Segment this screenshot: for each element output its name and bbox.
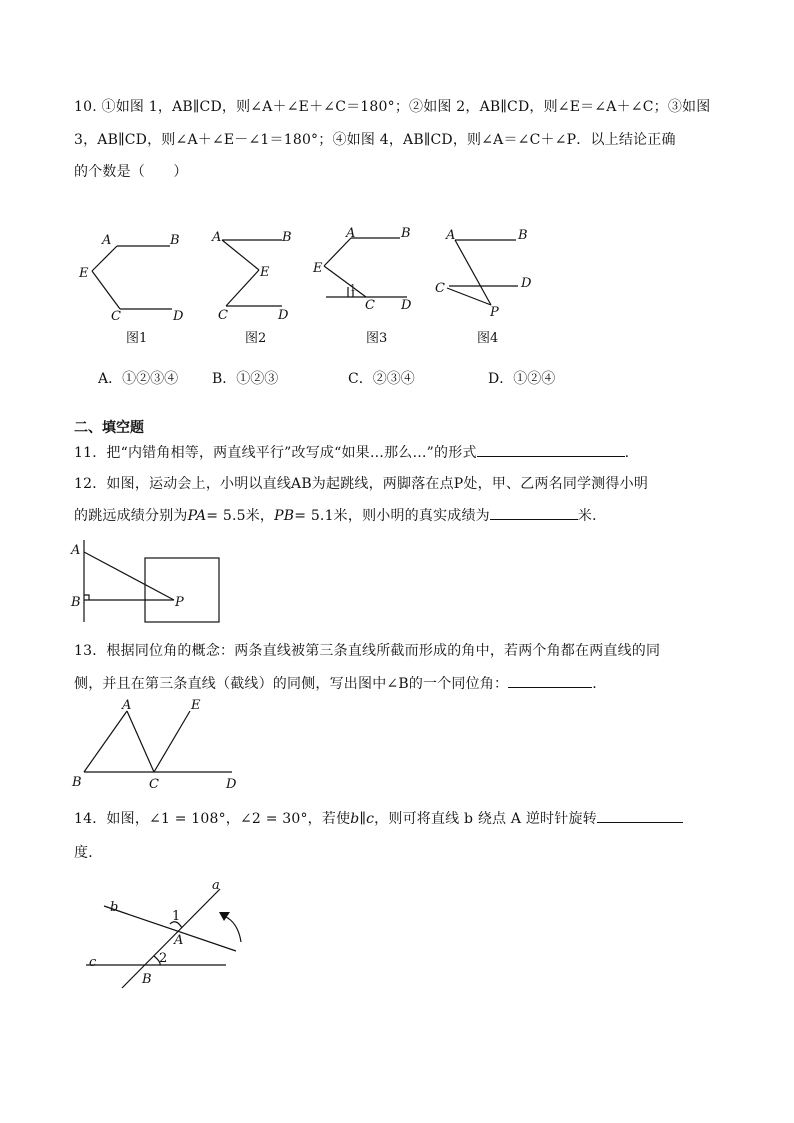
fig4-label-b: B: [518, 228, 528, 243]
q10-line1: 10. ①如图 1，AB∥CD，则∠A＋∠E＋∠C＝180°；②如图 2，AB∥CD，则∠E＝∠A＋∠C；③如图: [74, 99, 711, 115]
fig3-label-1: 1: [350, 284, 356, 294]
fig3-label-e: E: [313, 261, 323, 276]
fig4-label-c: C: [435, 281, 445, 296]
q14-label-c-line: c: [89, 955, 97, 970]
fig2-caption: 图2: [245, 331, 267, 346]
fig3-label-c: C: [365, 298, 375, 313]
fig2-label-b: B: [282, 230, 292, 245]
q13-label-b: B: [72, 775, 82, 790]
q12-unit: 米．: [577, 508, 607, 524]
q14-label-b-point: B: [142, 972, 152, 987]
q12-pb: PB: [274, 508, 295, 524]
q12-pa: PA: [187, 508, 207, 524]
q14-label-b-line: b: [110, 900, 119, 915]
q14-line2: 度．: [74, 845, 103, 861]
q13-line1: 13．根据同位角的概念：两条直线被第三条直线所截而形成的角中，若两个角都在两直线的同: [74, 643, 661, 659]
fig1-label-d: D: [173, 309, 184, 324]
q10-line2: 3，AB∥CD，则∠A＋∠E－∠1＝180°；④如图 4，AB∥CD，则∠A＝∠C＋∠P．以上结论正确: [74, 132, 676, 148]
q14-text-b: ，则可将直线 b 绕点 A 逆时针旋转: [374, 811, 597, 827]
q12-text-a: 的跳远成绩分别为: [74, 508, 188, 524]
fig1-label-c: C: [111, 309, 121, 324]
fig3-label-a: A: [346, 226, 356, 241]
fig3-label-b: B: [401, 226, 411, 241]
q14-text-a: 14．如图，∠1 = 108°，∠2 = 30°，若使: [74, 811, 351, 827]
fig4-caption: 图4: [477, 331, 499, 346]
q12-line1: 12．如图，运动会上，小明以直线AB为起跳线，两脚落在点P处，甲、乙两名同学测得小明: [74, 476, 649, 492]
q11-end: .: [624, 445, 630, 461]
q14-label-a-point: A: [174, 933, 184, 948]
q12-pa-value: = 5.5米，: [206, 508, 275, 524]
fig4-label-a: A: [446, 228, 456, 243]
fig3-caption: 图3: [366, 331, 388, 346]
option-b[interactable]: B．①②③: [212, 371, 279, 387]
fig2-label-e: E: [260, 265, 270, 280]
q11-text: 11．把“内错角相等，两直线平行”改写成“如果…那么…”的形式: [74, 445, 477, 461]
q14-label-1: 1: [172, 909, 181, 924]
option-c[interactable]: C．②③④: [348, 371, 415, 387]
q13-text: 侧，并且在第三条直线（截线）的同侧，写出图中∠B的一个同位角：: [74, 676, 509, 692]
q13-label-c: C: [149, 777, 159, 792]
q12-pb-value: = 5.1米，则小明的真实成绩为: [294, 508, 490, 524]
q13-label-a: A: [122, 698, 132, 713]
q13-label-d: D: [226, 777, 237, 792]
q13-label-e: E: [191, 698, 201, 713]
q14-label-2: 2: [159, 951, 168, 966]
section-title: 二、填空题: [74, 420, 144, 436]
q12-label-b: B: [71, 595, 81, 610]
fig4-label-d: D: [521, 276, 532, 291]
option-d[interactable]: D．①②④: [488, 371, 556, 387]
fig4-label-p: P: [490, 305, 499, 320]
fig2-label-a: A: [212, 230, 222, 245]
fig2-label-d: D: [278, 308, 289, 323]
q12-label-a: A: [71, 543, 81, 558]
option-a[interactable]: A．①②③④: [98, 371, 179, 387]
fig1-label-e: E: [79, 266, 89, 281]
fig1-caption: 图1: [126, 331, 148, 346]
fig3-label-d: D: [401, 298, 412, 313]
fig1-label-a: A: [102, 233, 112, 248]
q12-label-p: P: [175, 595, 184, 610]
q13-end: .: [592, 676, 597, 692]
q14-b-par-c: b∥c: [350, 811, 375, 827]
q14-label-a-line: a: [212, 878, 220, 893]
fig2-label-c: C: [218, 308, 228, 323]
fig1-label-b: B: [170, 233, 180, 248]
rotation-arrow-icon: [219, 912, 230, 921]
q10-line3: 的个数是（ ）: [74, 164, 188, 180]
